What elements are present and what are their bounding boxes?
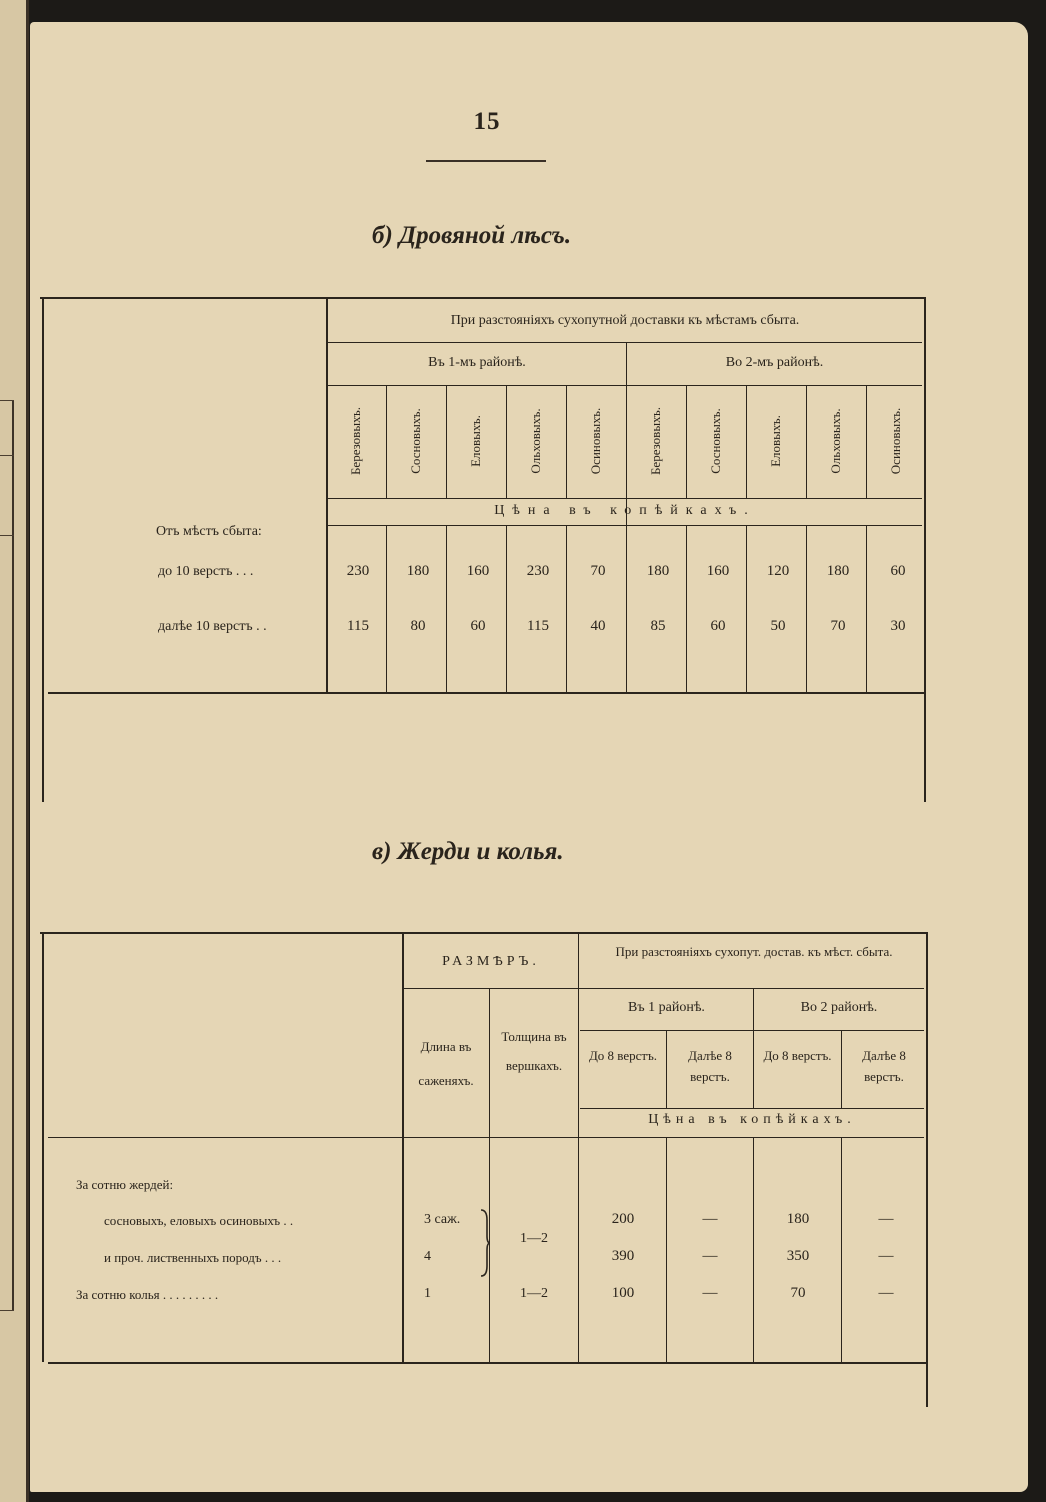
table2-top-border: [40, 932, 928, 934]
section-v-title: в) Жерди и колья.: [372, 838, 564, 865]
table1-col-header: Осиновыхъ.: [588, 407, 603, 475]
table1-col-rule: [686, 525, 687, 692]
table1-col-rule: [506, 525, 507, 692]
table2-length-cell: 4: [424, 1249, 431, 1264]
table2-thickness-header: Толщина въ вершкахъ.: [501, 1029, 567, 1073]
table2-length-cell: 3 саж.: [424, 1212, 461, 1227]
table1-cell: 115: [527, 618, 549, 634]
table1-cell: 80: [410, 618, 426, 634]
table1-cell: 70: [830, 618, 846, 634]
table2-cell: 70: [790, 1285, 806, 1301]
table1-price-label: Цѣна въ копѣйкахъ.: [494, 503, 756, 518]
page-number-rule: [426, 160, 546, 162]
table1-cell: 180: [826, 563, 850, 579]
table1-bottom-rule: [48, 692, 924, 694]
table1-col-header: Ольховыхъ.: [828, 408, 843, 474]
table1-col-rule: [866, 525, 867, 692]
table2-cell: —: [702, 1211, 718, 1227]
table2-row-label: и проч. лиственныхъ породъ . . .: [104, 1250, 282, 1265]
table2-row-label: сосновыхъ, еловыхъ осиновыхъ . .: [104, 1213, 294, 1228]
table1-region1-header: Въ 1-мъ районѣ.: [428, 355, 526, 370]
table1-rule: [328, 525, 922, 526]
table1-cell: 180: [406, 563, 430, 579]
table2-stub-divider: [402, 932, 404, 1362]
table2-subcol-header: До 8 верстъ.: [588, 1048, 658, 1063]
page-number: 15: [473, 108, 501, 135]
table2-length-header: Длина въ саженяхъ.: [418, 1039, 474, 1088]
table2-length-cell: 1: [424, 1286, 431, 1301]
table2-subcol-header: До 8 верстъ.: [763, 1048, 832, 1063]
table2-group-label: За сотню жердей:: [76, 1177, 174, 1192]
table2-cell: —: [702, 1285, 718, 1301]
table1-col-header: Сосновыхъ.: [408, 408, 423, 474]
table1-cell: 160: [706, 563, 730, 579]
table1-top-border: [40, 297, 926, 299]
table2-cell: 100: [611, 1285, 635, 1301]
table2-distance-header: При разстояніяхъ сухопут. достав. къ мѣст. сбыта.: [615, 944, 893, 959]
table2-length-divider: [489, 988, 490, 1362]
table2-bottom-rule: [48, 1362, 926, 1364]
table1-cell: 60: [710, 618, 726, 634]
table1-cell: 40: [590, 618, 606, 634]
table1-col-header: Еловыхъ.: [768, 415, 783, 467]
table1-col-header: Сосновыхъ.: [708, 408, 723, 474]
table1-col-header: Ольховыхъ.: [528, 408, 543, 474]
table1-col-rule: [746, 385, 747, 498]
table2-left-border: [42, 932, 44, 1362]
table1-col-rule: [746, 525, 747, 692]
table1-cell: 160: [466, 563, 490, 579]
section-b-title: б) Дровяной лѣсъ.: [372, 222, 572, 249]
table2-region2-header: Во 2 районѣ.: [800, 1000, 878, 1015]
left-page-table-edge: [12, 400, 14, 1310]
table2-header-bottom-rule: [48, 1137, 924, 1138]
table1-cell: 180: [646, 563, 670, 579]
table2-cell: 390: [611, 1248, 635, 1264]
table1-rule: [328, 385, 922, 386]
table1-col-rule: [566, 525, 567, 692]
table1-col-rule: [686, 385, 687, 498]
table1-col-rule: [506, 385, 507, 498]
table2-rule: [580, 1030, 924, 1031]
table2-region1-header: Въ 1 районѣ.: [628, 1000, 705, 1015]
table2-row-label: За сотню колья . . . . . . . . .: [76, 1287, 219, 1302]
table2-cell: —: [878, 1211, 894, 1227]
table2-cell: 180: [786, 1211, 810, 1227]
table1-col-rule: [446, 525, 447, 692]
table1-cell: 50: [770, 618, 786, 634]
table1-cell: 60: [470, 618, 486, 634]
table1-header-main: При разстояніяхъ сухопутной доставки къ мѣстамъ сбыта.: [450, 313, 800, 328]
table1-rule: [328, 342, 922, 343]
table2-right-border: [926, 932, 928, 1407]
table2-subcol-header: Далѣе 8 верстъ.: [862, 1048, 906, 1084]
table1-cell: 120: [766, 563, 790, 579]
table1-col-rule: [446, 385, 447, 498]
table1-left-border: [42, 297, 44, 802]
table1-row-label: до 10 верстъ . . .: [158, 564, 254, 579]
left-page-rule: [0, 400, 14, 401]
left-page-rule: [0, 535, 14, 536]
table2-subcol-header: Далѣе 8 верстъ.: [688, 1048, 732, 1084]
table1-col-header: Березовыхъ.: [348, 406, 363, 476]
table1-right-border: [924, 297, 926, 802]
table2-cell: —: [878, 1248, 894, 1264]
table1-col-rule: [866, 385, 867, 498]
table1-region2-header: Во 2-мъ районѣ.: [725, 355, 824, 370]
table2-size-header: РАЗМѢРЪ.: [442, 954, 540, 969]
table1-col-header: Осиновыхъ.: [888, 407, 903, 475]
table1-col-rule: [806, 525, 807, 692]
table2-cell: 350: [786, 1248, 810, 1264]
table2-cell: —: [702, 1248, 718, 1264]
table1-cell: 115: [347, 618, 369, 634]
table1-col-rule: [386, 525, 387, 692]
table1-cell: 85: [650, 618, 666, 634]
table1-row-group: Отъ мѣстъ сбыта:: [156, 524, 262, 539]
table1-col-rule: [806, 385, 807, 498]
table1-cell: 230: [346, 563, 370, 579]
table1-col-header: Березовыхъ.: [648, 406, 663, 476]
table1-cell: 30: [890, 618, 906, 634]
table1-col-rule: [386, 385, 387, 498]
table2-brace: [479, 1208, 491, 1278]
table1-col-rule: [566, 385, 567, 498]
table2-cell: —: [878, 1285, 894, 1301]
left-page-rule: [0, 1310, 14, 1311]
table2-cell: 200: [611, 1211, 635, 1227]
table2-col-rule: [666, 1030, 667, 1108]
table1-rule: [328, 498, 922, 499]
table1-cell: 230: [526, 563, 550, 579]
table2-thickness-cell: 1—2: [520, 1286, 548, 1301]
table1-row-label: далѣе 10 верстъ . .: [158, 619, 267, 634]
table1-cell: 60: [890, 563, 906, 579]
table2-rule: [580, 1108, 924, 1109]
table1-cell: 70: [590, 563, 606, 579]
left-page-edge: [0, 0, 29, 1502]
table2-thickness-cell: 1—2: [520, 1231, 548, 1246]
table1-col-header: Еловыхъ.: [468, 415, 483, 467]
table2-rule: [404, 988, 924, 989]
table2-col-rule: [841, 1030, 842, 1108]
table2-price-label: Цѣна въ копѣйкахъ.: [648, 1112, 856, 1127]
left-page-rule: [0, 455, 14, 456]
